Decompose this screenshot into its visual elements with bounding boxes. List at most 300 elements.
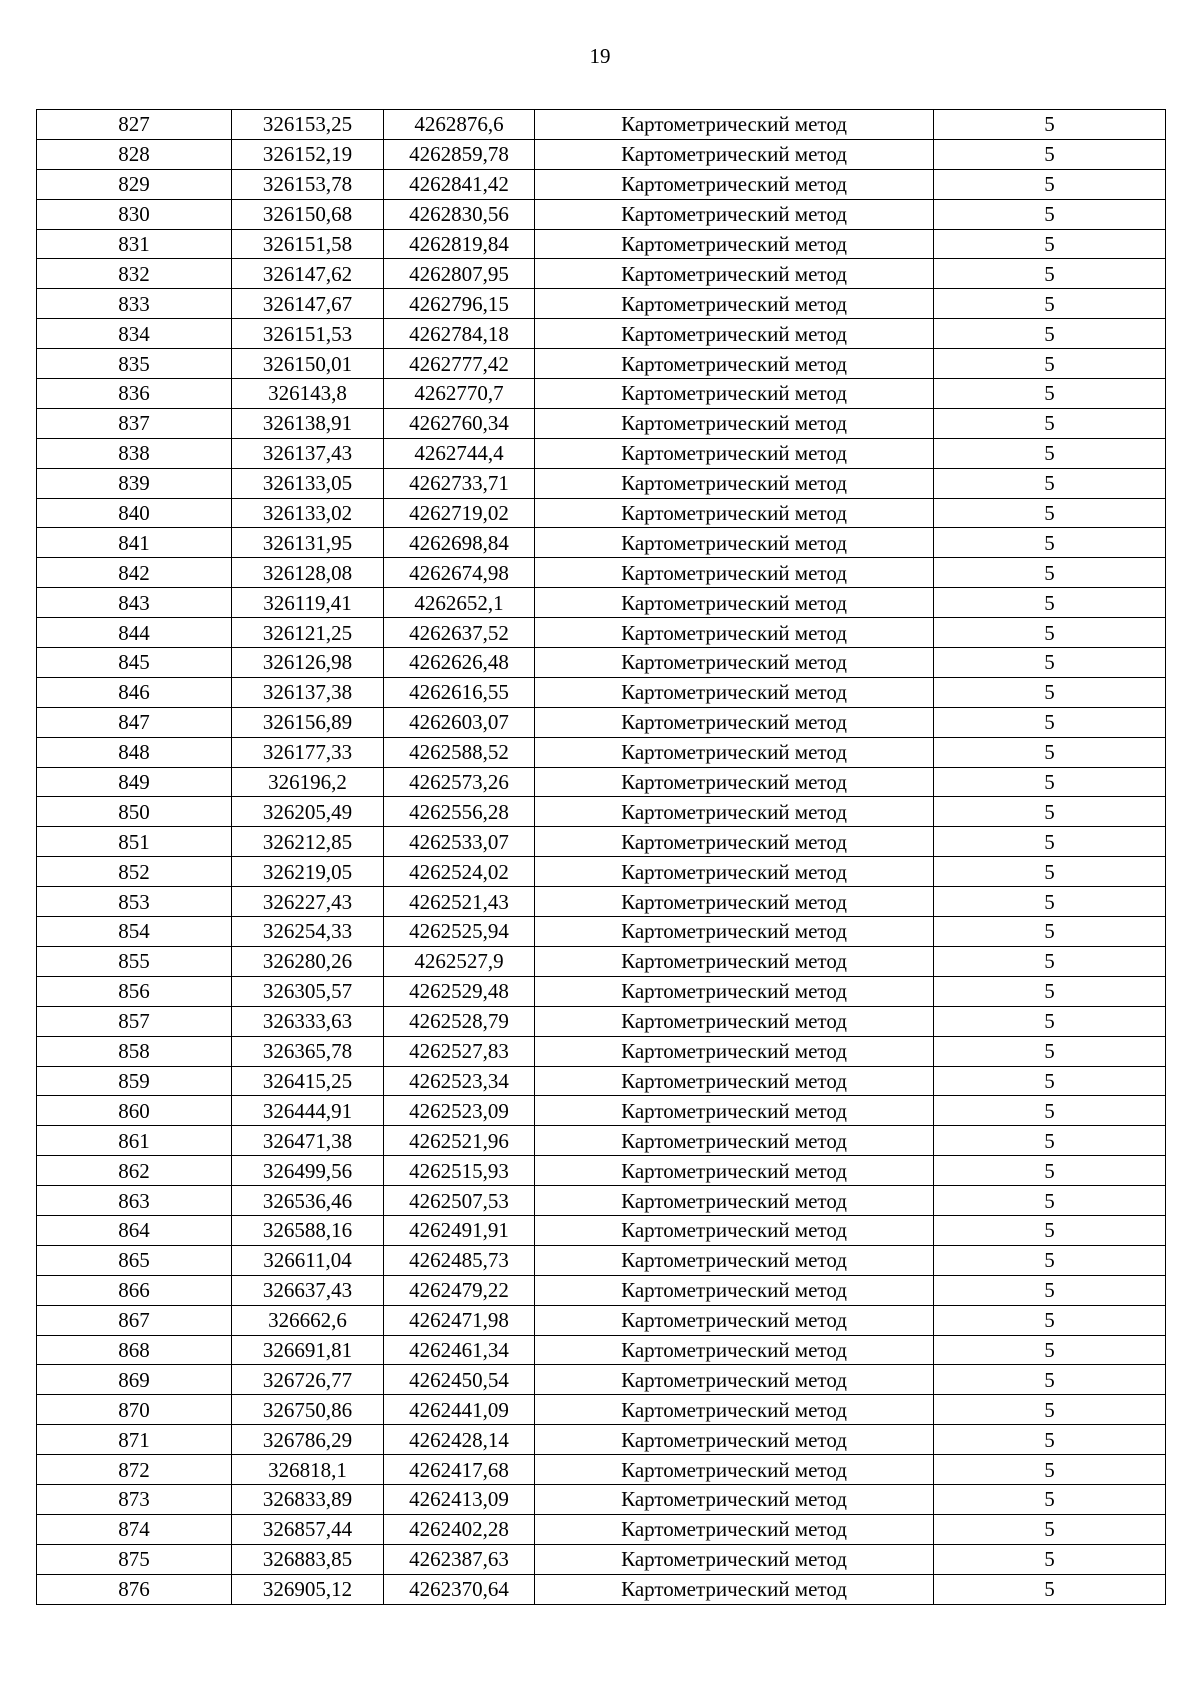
accuracy-cell: 5: [934, 1096, 1166, 1126]
method-cell: Картометрический метод: [535, 558, 934, 588]
x-coordinate-cell: 326131,95: [232, 528, 384, 558]
y-coordinate-cell: 4262521,96: [384, 1126, 535, 1156]
accuracy-cell: 5: [934, 946, 1166, 976]
y-coordinate-cell: 4262370,64: [384, 1574, 535, 1604]
table-row: [37, 857, 1166, 887]
point-number-cell: 860: [37, 1096, 232, 1126]
y-coordinate-cell: 4262652,1: [384, 588, 535, 618]
x-coordinate-cell: 326156,89: [232, 707, 384, 737]
point-number-cell: 862: [37, 1156, 232, 1186]
accuracy-cell: 5: [934, 707, 1166, 737]
x-coordinate-cell: 326365,78: [232, 1036, 384, 1066]
y-coordinate-cell: 4262796,15: [384, 289, 535, 319]
table-row: [37, 199, 1166, 229]
y-coordinate-cell: 4262637,52: [384, 618, 535, 648]
method-cell: Картометрический метод: [535, 887, 934, 917]
accuracy-cell: 5: [934, 767, 1166, 797]
table-row: [37, 498, 1166, 528]
point-number-cell: 856: [37, 976, 232, 1006]
accuracy-cell: 5: [934, 1006, 1166, 1036]
point-number-cell: 870: [37, 1395, 232, 1425]
table-row: [37, 1156, 1166, 1186]
method-cell: Картометрический метод: [535, 1275, 934, 1305]
point-number-cell: 833: [37, 289, 232, 319]
method-cell: Картометрический метод: [535, 1544, 934, 1574]
method-cell: Картометрический метод: [535, 110, 934, 140]
table-row: [37, 1574, 1166, 1604]
x-coordinate-cell: 326726,77: [232, 1365, 384, 1395]
x-coordinate-cell: 326471,38: [232, 1126, 384, 1156]
accuracy-cell: 5: [934, 1514, 1166, 1544]
x-coordinate-cell: 326305,57: [232, 976, 384, 1006]
accuracy-cell: 5: [934, 349, 1166, 379]
table-row: [37, 648, 1166, 678]
x-coordinate-cell: 326588,16: [232, 1215, 384, 1245]
accuracy-cell: 5: [934, 797, 1166, 827]
method-cell: Картометрический метод: [535, 1455, 934, 1485]
coordinates-table-body: [37, 110, 1166, 1605]
point-number-cell: 845: [37, 648, 232, 678]
point-number-cell: 841: [37, 528, 232, 558]
accuracy-cell: 5: [934, 618, 1166, 648]
y-coordinate-cell: 4262527,9: [384, 946, 535, 976]
accuracy-cell: 5: [934, 1066, 1166, 1096]
table-row: [37, 408, 1166, 438]
method-cell: Картометрический метод: [535, 438, 934, 468]
y-coordinate-cell: 4262428,14: [384, 1425, 535, 1455]
method-cell: Картометрический метод: [535, 976, 934, 1006]
x-coordinate-cell: 326151,53: [232, 319, 384, 349]
x-coordinate-cell: 326137,43: [232, 438, 384, 468]
point-number-cell: 827: [37, 110, 232, 140]
y-coordinate-cell: 4262876,6: [384, 110, 535, 140]
x-coordinate-cell: 326138,91: [232, 408, 384, 438]
point-number-cell: 846: [37, 677, 232, 707]
table-row: [37, 618, 1166, 648]
point-number-cell: 864: [37, 1215, 232, 1245]
table-row: [37, 468, 1166, 498]
x-coordinate-cell: 326691,81: [232, 1335, 384, 1365]
table-row: [37, 1305, 1166, 1335]
x-coordinate-cell: 326150,68: [232, 199, 384, 229]
table-row: [37, 289, 1166, 319]
method-cell: Картометрический метод: [535, 408, 934, 438]
table-row: [37, 976, 1166, 1006]
point-number-cell: 828: [37, 139, 232, 169]
accuracy-cell: 5: [934, 887, 1166, 917]
page-number: 19: [589, 44, 611, 68]
method-cell: Картометрический метод: [535, 319, 934, 349]
x-coordinate-cell: 326833,89: [232, 1484, 384, 1514]
method-cell: Картометрический метод: [535, 498, 934, 528]
method-cell: Картометрический метод: [535, 379, 934, 409]
y-coordinate-cell: 4262515,93: [384, 1156, 535, 1186]
x-coordinate-cell: 326883,85: [232, 1544, 384, 1574]
y-coordinate-cell: 4262841,42: [384, 169, 535, 199]
accuracy-cell: 5: [934, 110, 1166, 140]
accuracy-cell: 5: [934, 139, 1166, 169]
x-coordinate-cell: 326153,78: [232, 169, 384, 199]
accuracy-cell: 5: [934, 1335, 1166, 1365]
point-number-cell: 854: [37, 917, 232, 947]
point-number-cell: 837: [37, 408, 232, 438]
point-number-cell: 863: [37, 1186, 232, 1216]
accuracy-cell: 5: [934, 857, 1166, 887]
y-coordinate-cell: 4262859,78: [384, 139, 535, 169]
y-coordinate-cell: 4262528,79: [384, 1006, 535, 1036]
point-number-cell: 867: [37, 1305, 232, 1335]
point-number-cell: 868: [37, 1335, 232, 1365]
method-cell: Картометрический метод: [535, 169, 934, 199]
accuracy-cell: 5: [934, 648, 1166, 678]
y-coordinate-cell: 4262450,54: [384, 1365, 535, 1395]
x-coordinate-cell: 326147,67: [232, 289, 384, 319]
y-coordinate-cell: 4262556,28: [384, 797, 535, 827]
method-cell: Картометрический метод: [535, 468, 934, 498]
y-coordinate-cell: 4262533,07: [384, 827, 535, 857]
table-row: [37, 1006, 1166, 1036]
method-cell: Картометрический метод: [535, 618, 934, 648]
point-number-cell: 857: [37, 1006, 232, 1036]
x-coordinate-cell: 326153,25: [232, 110, 384, 140]
method-cell: Картометрический метод: [535, 349, 934, 379]
y-coordinate-cell: 4262523,09: [384, 1096, 535, 1126]
table-row: [37, 1455, 1166, 1485]
point-number-cell: 858: [37, 1036, 232, 1066]
y-coordinate-cell: 4262603,07: [384, 707, 535, 737]
x-coordinate-cell: 326212,85: [232, 827, 384, 857]
y-coordinate-cell: 4262698,84: [384, 528, 535, 558]
method-cell: Картометрический метод: [535, 1365, 934, 1395]
y-coordinate-cell: 4262525,94: [384, 917, 535, 947]
x-coordinate-cell: 326177,33: [232, 737, 384, 767]
x-coordinate-cell: 326151,58: [232, 229, 384, 259]
point-number-cell: 855: [37, 946, 232, 976]
table-row: [37, 797, 1166, 827]
method-cell: Картометрический метод: [535, 139, 934, 169]
y-coordinate-cell: 4262479,22: [384, 1275, 535, 1305]
x-coordinate-cell: 326196,2: [232, 767, 384, 797]
x-coordinate-cell: 326818,1: [232, 1455, 384, 1485]
method-cell: Картометрический метод: [535, 946, 934, 976]
accuracy-cell: 5: [934, 289, 1166, 319]
method-cell: Картометрический метод: [535, 1514, 934, 1544]
accuracy-cell: 5: [934, 379, 1166, 409]
accuracy-cell: 5: [934, 319, 1166, 349]
y-coordinate-cell: 4262521,43: [384, 887, 535, 917]
method-cell: Картометрический метод: [535, 1186, 934, 1216]
y-coordinate-cell: 4262760,34: [384, 408, 535, 438]
y-coordinate-cell: 4262507,53: [384, 1186, 535, 1216]
x-coordinate-cell: 326152,19: [232, 139, 384, 169]
y-coordinate-cell: 4262573,26: [384, 767, 535, 797]
table-row: [37, 379, 1166, 409]
table-row: [37, 1425, 1166, 1455]
method-cell: Картометрический метод: [535, 1574, 934, 1604]
table-row: [37, 528, 1166, 558]
y-coordinate-cell: 4262744,4: [384, 438, 535, 468]
table-row: [37, 139, 1166, 169]
point-number-cell: 836: [37, 379, 232, 409]
point-number-cell: 869: [37, 1365, 232, 1395]
method-cell: Картометрический метод: [535, 677, 934, 707]
x-coordinate-cell: 326205,49: [232, 797, 384, 827]
method-cell: Картометрический метод: [535, 259, 934, 289]
y-coordinate-cell: 4262523,34: [384, 1066, 535, 1096]
table-row: [37, 677, 1166, 707]
x-coordinate-cell: 326637,43: [232, 1275, 384, 1305]
point-number-cell: 844: [37, 618, 232, 648]
table-row: [37, 1096, 1166, 1126]
y-coordinate-cell: 4262485,73: [384, 1245, 535, 1275]
table-row: [37, 1335, 1166, 1365]
coordinates-table: [36, 109, 1166, 1605]
table-row: [37, 1395, 1166, 1425]
accuracy-cell: 5: [934, 588, 1166, 618]
point-number-cell: 847: [37, 707, 232, 737]
accuracy-cell: 5: [934, 1544, 1166, 1574]
point-number-cell: 851: [37, 827, 232, 857]
x-coordinate-cell: 326137,38: [232, 677, 384, 707]
table-row: [37, 349, 1166, 379]
x-coordinate-cell: 326662,6: [232, 1305, 384, 1335]
point-number-cell: 830: [37, 199, 232, 229]
point-number-cell: 861: [37, 1126, 232, 1156]
table-row: [37, 1245, 1166, 1275]
x-coordinate-cell: 326128,08: [232, 558, 384, 588]
y-coordinate-cell: 4262719,02: [384, 498, 535, 528]
method-cell: Картометрический метод: [535, 1395, 934, 1425]
accuracy-cell: 5: [934, 917, 1166, 947]
method-cell: Картометрический метод: [535, 737, 934, 767]
x-coordinate-cell: 326227,43: [232, 887, 384, 917]
accuracy-cell: 5: [934, 468, 1166, 498]
x-coordinate-cell: 326444,91: [232, 1096, 384, 1126]
table-row: [37, 1036, 1166, 1066]
method-cell: Картометрический метод: [535, 1006, 934, 1036]
point-number-cell: 840: [37, 498, 232, 528]
point-number-cell: 873: [37, 1484, 232, 1514]
point-number-cell: 829: [37, 169, 232, 199]
table-row: [37, 737, 1166, 767]
point-number-cell: 848: [37, 737, 232, 767]
y-coordinate-cell: 4262830,56: [384, 199, 535, 229]
point-number-cell: 838: [37, 438, 232, 468]
y-coordinate-cell: 4262461,34: [384, 1335, 535, 1365]
table-row: [37, 438, 1166, 468]
method-cell: Картометрический метод: [535, 1215, 934, 1245]
point-number-cell: 849: [37, 767, 232, 797]
method-cell: Картометрический метод: [535, 857, 934, 887]
y-coordinate-cell: 4262402,28: [384, 1514, 535, 1544]
y-coordinate-cell: 4262413,09: [384, 1484, 535, 1514]
y-coordinate-cell: 4262616,55: [384, 677, 535, 707]
y-coordinate-cell: 4262417,68: [384, 1455, 535, 1485]
accuracy-cell: 5: [934, 1215, 1166, 1245]
accuracy-cell: 5: [934, 1305, 1166, 1335]
method-cell: Картометрический метод: [535, 1305, 934, 1335]
accuracy-cell: 5: [934, 498, 1166, 528]
method-cell: Картометрический метод: [535, 707, 934, 737]
table-row: [37, 110, 1166, 140]
method-cell: Картометрический метод: [535, 528, 934, 558]
method-cell: Картометрический метод: [535, 229, 934, 259]
x-coordinate-cell: 326611,04: [232, 1245, 384, 1275]
method-cell: Картометрический метод: [535, 199, 934, 229]
table-row: [37, 1365, 1166, 1395]
y-coordinate-cell: 4262819,84: [384, 229, 535, 259]
accuracy-cell: 5: [934, 827, 1166, 857]
table-row: [37, 1215, 1166, 1245]
method-cell: Картометрический метод: [535, 1425, 934, 1455]
y-coordinate-cell: 4262529,48: [384, 976, 535, 1006]
y-coordinate-cell: 4262588,52: [384, 737, 535, 767]
x-coordinate-cell: 326786,29: [232, 1425, 384, 1455]
x-coordinate-cell: 326147,62: [232, 259, 384, 289]
method-cell: Картометрический метод: [535, 1036, 934, 1066]
accuracy-cell: 5: [934, 438, 1166, 468]
accuracy-cell: 5: [934, 1365, 1166, 1395]
accuracy-cell: 5: [934, 558, 1166, 588]
method-cell: Картометрический метод: [535, 1156, 934, 1186]
method-cell: Картометрический метод: [535, 1096, 934, 1126]
point-number-cell: 850: [37, 797, 232, 827]
point-number-cell: 876: [37, 1574, 232, 1604]
point-number-cell: 866: [37, 1275, 232, 1305]
accuracy-cell: 5: [934, 1036, 1166, 1066]
y-coordinate-cell: 4262626,48: [384, 648, 535, 678]
x-coordinate-cell: 326415,25: [232, 1066, 384, 1096]
method-cell: Картометрический метод: [535, 588, 934, 618]
table-row: [37, 1544, 1166, 1574]
accuracy-cell: 5: [934, 1245, 1166, 1275]
x-coordinate-cell: 326254,33: [232, 917, 384, 947]
y-coordinate-cell: 4262777,42: [384, 349, 535, 379]
x-coordinate-cell: 326133,02: [232, 498, 384, 528]
x-coordinate-cell: 326119,41: [232, 588, 384, 618]
accuracy-cell: 5: [934, 169, 1166, 199]
accuracy-cell: 5: [934, 1574, 1166, 1604]
accuracy-cell: 5: [934, 737, 1166, 767]
point-number-cell: 835: [37, 349, 232, 379]
table-row: [37, 319, 1166, 349]
accuracy-cell: 5: [934, 408, 1166, 438]
accuracy-cell: 5: [934, 229, 1166, 259]
point-number-cell: 865: [37, 1245, 232, 1275]
y-coordinate-cell: 4262527,83: [384, 1036, 535, 1066]
x-coordinate-cell: 326133,05: [232, 468, 384, 498]
x-coordinate-cell: 326499,56: [232, 1156, 384, 1186]
point-number-cell: 853: [37, 887, 232, 917]
method-cell: Картометрический метод: [535, 1484, 934, 1514]
y-coordinate-cell: 4262733,71: [384, 468, 535, 498]
table-row: [37, 229, 1166, 259]
x-coordinate-cell: 326126,98: [232, 648, 384, 678]
x-coordinate-cell: 326905,12: [232, 1574, 384, 1604]
accuracy-cell: 5: [934, 1156, 1166, 1186]
accuracy-cell: 5: [934, 259, 1166, 289]
method-cell: Картометрический метод: [535, 1066, 934, 1096]
method-cell: Картометрический метод: [535, 767, 934, 797]
method-cell: Картометрический метод: [535, 648, 934, 678]
y-coordinate-cell: 4262784,18: [384, 319, 535, 349]
point-number-cell: 871: [37, 1425, 232, 1455]
y-coordinate-cell: 4262807,95: [384, 259, 535, 289]
x-coordinate-cell: 326143,8: [232, 379, 384, 409]
point-number-cell: 832: [37, 259, 232, 289]
point-number-cell: 834: [37, 319, 232, 349]
y-coordinate-cell: 4262387,63: [384, 1544, 535, 1574]
table-row: [37, 917, 1166, 947]
y-coordinate-cell: 4262491,91: [384, 1215, 535, 1245]
method-cell: Картометрический метод: [535, 1335, 934, 1365]
accuracy-cell: 5: [934, 1186, 1166, 1216]
method-cell: Картометрический метод: [535, 1245, 934, 1275]
accuracy-cell: 5: [934, 976, 1166, 1006]
x-coordinate-cell: 326536,46: [232, 1186, 384, 1216]
table-row: [37, 588, 1166, 618]
x-coordinate-cell: 326219,05: [232, 857, 384, 887]
table-row: [37, 1126, 1166, 1156]
point-number-cell: 872: [37, 1455, 232, 1485]
accuracy-cell: 5: [934, 1425, 1166, 1455]
method-cell: Картометрический метод: [535, 289, 934, 319]
table-row: [37, 827, 1166, 857]
accuracy-cell: 5: [934, 1395, 1166, 1425]
point-number-cell: 875: [37, 1544, 232, 1574]
accuracy-cell: 5: [934, 1455, 1166, 1485]
y-coordinate-cell: 4262524,02: [384, 857, 535, 887]
x-coordinate-cell: 326121,25: [232, 618, 384, 648]
accuracy-cell: 5: [934, 199, 1166, 229]
point-number-cell: 843: [37, 588, 232, 618]
table-row: [37, 767, 1166, 797]
accuracy-cell: 5: [934, 1126, 1166, 1156]
y-coordinate-cell: 4262770,7: [384, 379, 535, 409]
point-number-cell: 874: [37, 1514, 232, 1544]
table-row: [37, 259, 1166, 289]
point-number-cell: 839: [37, 468, 232, 498]
table-row: [37, 558, 1166, 588]
table-row: [37, 1275, 1166, 1305]
point-number-cell: 859: [37, 1066, 232, 1096]
x-coordinate-cell: 326150,01: [232, 349, 384, 379]
table-row: [37, 169, 1166, 199]
method-cell: Картометрический метод: [535, 917, 934, 947]
table-row: [37, 946, 1166, 976]
x-coordinate-cell: 326750,86: [232, 1395, 384, 1425]
method-cell: Картометрический метод: [535, 797, 934, 827]
table-row: [37, 1484, 1166, 1514]
y-coordinate-cell: 4262674,98: [384, 558, 535, 588]
accuracy-cell: 5: [934, 528, 1166, 558]
point-number-cell: 842: [37, 558, 232, 588]
table-row: [37, 1066, 1166, 1096]
table-row: [37, 1514, 1166, 1544]
x-coordinate-cell: 326857,44: [232, 1514, 384, 1544]
point-number-cell: 831: [37, 229, 232, 259]
y-coordinate-cell: 4262471,98: [384, 1305, 535, 1335]
x-coordinate-cell: 326333,63: [232, 1006, 384, 1036]
method-cell: Картометрический метод: [535, 1126, 934, 1156]
point-number-cell: 852: [37, 857, 232, 887]
y-coordinate-cell: 4262441,09: [384, 1395, 535, 1425]
accuracy-cell: 5: [934, 1275, 1166, 1305]
table-row: [37, 887, 1166, 917]
table-row: [37, 1186, 1166, 1216]
table-row: [37, 707, 1166, 737]
accuracy-cell: 5: [934, 677, 1166, 707]
